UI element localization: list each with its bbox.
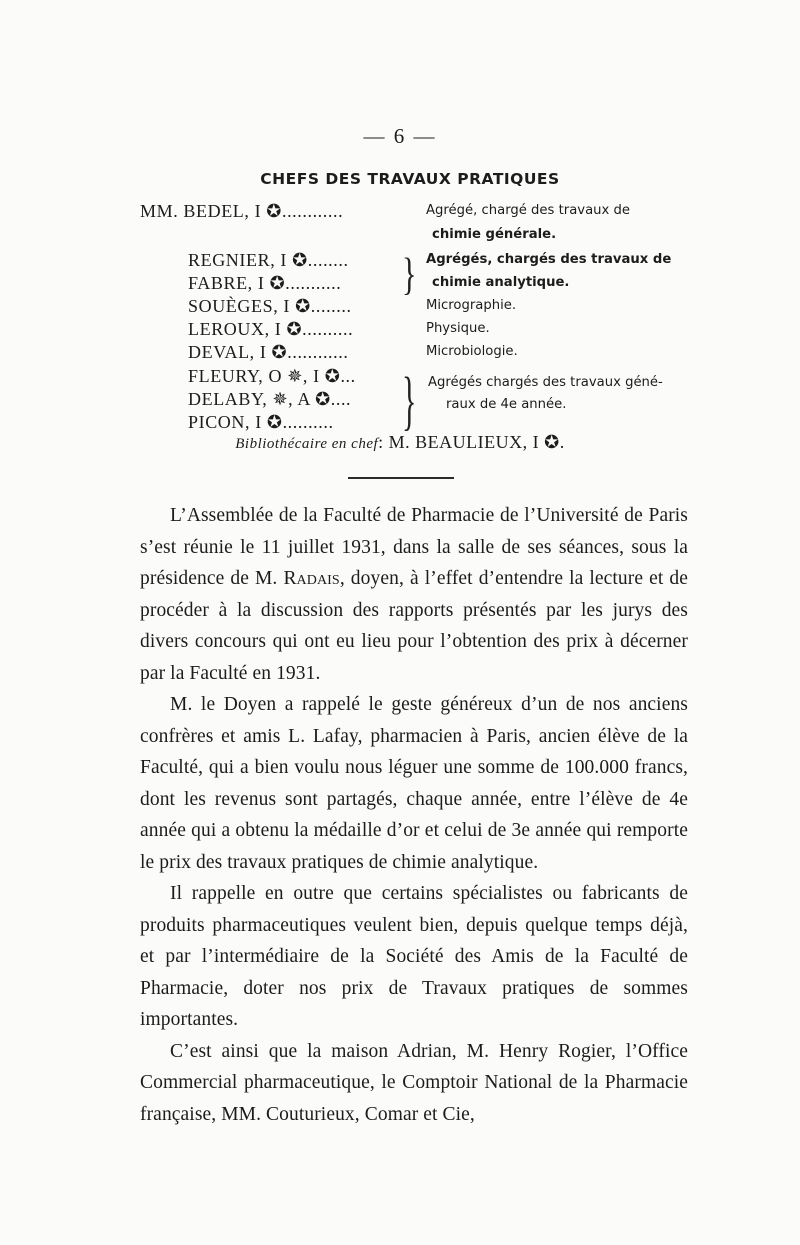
staff-row <box>0 272 800 294</box>
staff-row <box>0 295 800 317</box>
staff-row-continuation <box>0 394 800 416</box>
dean-name: Radais <box>283 568 340 589</box>
paragraph: M. le Doyen a rappelé le geste généreux d’un de nos anciens confrères et amis L. Lafay, pharmacien à Paris, ancien élève de la Faculté, qui a bien voulu nous léguer une somme de 100.000 francs, dont les revenus sont partagés, chaque année, entre l’élève de 4e année qui a obtenu la médaille d’or et celui de 3e année qui remporte le prix des travaux pratiques de chimie analytique. <box>140 694 688 873</box>
divider <box>348 477 454 479</box>
staff-name: DELABY, ✵, A ✪.... <box>188 389 352 409</box>
staff-role: Agrégés chargés des travaux géné- <box>428 375 663 390</box>
staff-role: Micrographie. <box>426 298 517 313</box>
staff-row <box>0 318 800 340</box>
staff-name: REGNIER, I ✪........ <box>188 250 349 270</box>
brace-icon: } <box>402 365 417 438</box>
staff-role: Agrégé, chargé des travaux de <box>426 203 631 218</box>
staff-role: Agrégés, chargés des travaux de <box>426 252 672 267</box>
staff-row-continuation <box>0 224 800 246</box>
staff-name: MM. BEDEL, I ✪............ <box>140 201 344 221</box>
librarian-line <box>0 432 800 453</box>
staff-role: chimie générale. <box>432 227 557 242</box>
paragraph: Il rappelle en outre que certains spécialistes ou fabricants de produits pharmaceutiques veulent bien, depuis quelque temps déjà, et par l’intermédiaire de la Société des Amis de la Faculté de Pharmacie, doter nos prix de Travaux pratiques de sommes importantes. <box>140 883 688 1030</box>
paragraph-text: , doyen, à l’effet d’entendre la lecture et de procéder à la discussion des rapports présentés par les jurys des divers concours qui ont eu lieu pour l’obtention des prix à décerner par la Faculté en 1931. <box>140 568 688 684</box>
staff-role: raux de 4e année. <box>446 397 567 412</box>
page-number: — 6 — <box>363 124 437 148</box>
staff-role: Microbiologie. <box>426 344 518 359</box>
brace-icon: } <box>402 250 417 300</box>
staff-list <box>0 0 800 470</box>
staff-name: DEVAL, I ✪............ <box>188 342 349 362</box>
staff-row-continuation <box>0 372 800 394</box>
staff-name: PICON, I ✪.......... <box>188 412 334 432</box>
section-title: CHEFS DES TRAVAUX PRATIQUES <box>260 170 560 188</box>
staff-name: FABRE, I ✪........... <box>188 273 342 293</box>
staff-role: chimie analytique. <box>432 275 570 290</box>
staff-name: SOUÈGES, I ✪........ <box>188 296 352 316</box>
paragraph: C’est ainsi que la maison Adrian, M. Henry Rogier, l’Office Commercial pharmaceutique, le Comptoir National de la Pharmacie française, MM. Couturieux, Comar et Cie, <box>140 1040 688 1125</box>
body-text <box>140 500 688 1130</box>
paragraph <box>140 500 688 689</box>
librarian-label: Bibliothécaire en chef <box>235 436 379 452</box>
staff-name: FLEURY, O ✵, I ✪... <box>188 366 356 386</box>
librarian-name: : M. BEAULIEUX, I ✪. <box>378 432 565 452</box>
staff-role: Physique. <box>426 321 490 336</box>
staff-row <box>0 249 800 271</box>
staff-name: LEROUX, I ✪.......... <box>188 319 354 339</box>
paragraph-text: L’Assemblée de la Faculté de Pharmacie de l’Université de Paris s’est réunie le 11 juillet 1931, dans la salle de ses séances, sous la présidence de M. <box>140 505 688 589</box>
staff-row <box>0 200 800 222</box>
staff-row <box>0 341 800 363</box>
